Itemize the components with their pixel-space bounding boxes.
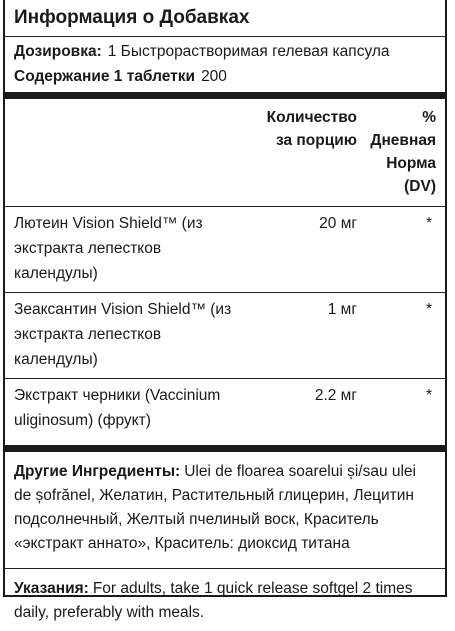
table-row [14,379,436,439]
table-header [14,99,436,206]
dv-header-line: (DV) [404,178,436,195]
ingredient-dv: * [425,387,432,404]
dv-header-line: % [422,109,436,126]
servings-line [14,67,436,92]
amount-header-line: за порцию [275,132,357,149]
servings-value: 200 [201,68,227,85]
ingredient-name: Лютеин Vision Shield™ (из экстракта лепестков календулы) [14,215,203,282]
table-row [14,207,436,292]
ingredient-amount: 2.2 мг [314,387,357,404]
thick-divider [5,92,445,99]
servings-label: Содержание 1 таблетки [14,68,196,85]
ingredient-dv: * [425,215,432,232]
ingredient-amount: 20 мг [319,215,357,232]
supplement-facts-panel [3,0,447,621]
directions [14,569,436,631]
directions-text: For adults, take 1 quick release softgel 2 times daily, preferably with meals. [14,580,413,621]
table-row [14,293,436,378]
dv-header-line: Дневная [370,132,436,149]
ingredient-name: Зеаксантин Vision Shield™ (из экстракта лепестков календулы) [14,301,232,368]
other-ingredients-text: Ulei de floarea soarelui și/sau ulei de șofrănel, Желатин, Растительный глицерин, Лецитин подсолнечный, Желтый пчелиный воск, Краситель «экстракт аннато», Краситель: диоксид титана [14,463,417,552]
directions-label: Указания: [14,580,89,597]
thick-divider [5,445,445,452]
dosage-label: Дозировка: [14,43,102,60]
other-ingredients-label: Другие Ингредиенты: [14,463,181,480]
other-ingredients [14,452,436,562]
dv-header-line: Норма [386,155,436,172]
header-spacer [14,106,249,198]
panel-title: Информация о Добавках [14,7,250,28]
ingredient-dv: * [425,301,432,318]
amount-header-line: Количество [266,109,357,126]
dosage-line [14,37,436,67]
ingredient-name: Экстракт черники (Vaccinium uliginosum) (фрукт) [14,387,221,429]
dv-header [364,106,436,198]
amount-header [249,106,364,198]
dosage-value: 1 Быстрорастворимая гелевая капсула [107,43,390,60]
ingredient-amount: 1 мг [327,301,357,318]
